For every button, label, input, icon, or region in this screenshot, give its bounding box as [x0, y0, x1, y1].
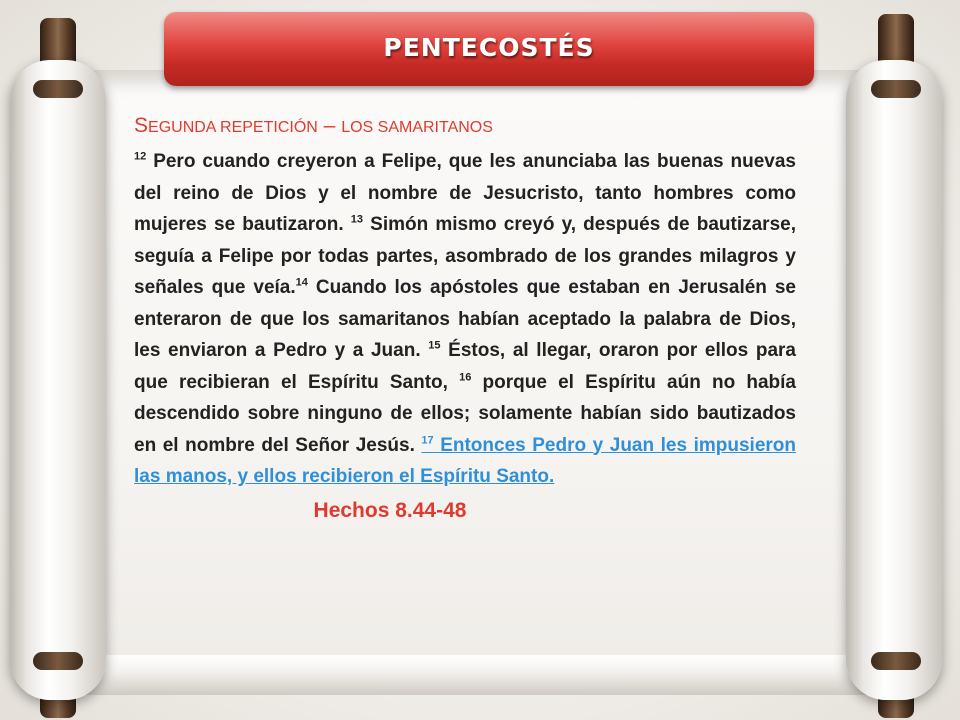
verse-number-14: 14 [295, 276, 308, 289]
left-scroll-roll [10, 60, 106, 700]
verse-number-15: 15 [428, 339, 441, 352]
left-bottom-knob-cap [33, 652, 83, 670]
slide-content [134, 115, 796, 523]
heading-subtitle: LOS SAMARITANOS [341, 119, 493, 136]
heading-rest: EGUNDA REPETICIÓN [148, 119, 318, 136]
left-top-knob-cap [33, 80, 83, 98]
heading-dash: – [317, 114, 342, 137]
title-banner [164, 12, 814, 86]
verse-14: Cuando los apóstoles que estaban en Jerusalén se enteraron de que los samaritanos habían aceptado la palabra de Dios, les enviaron a Pedro y a Juan. [134, 277, 796, 361]
right-scroll-roll [846, 60, 942, 700]
verse-number-13: 13 [350, 213, 364, 226]
scripture-passage [134, 146, 796, 493]
right-bottom-knob-cap [871, 652, 921, 670]
verse-15: Éstos, al llegar, oraron por ellos para que recibieran el Espíritu Santo, [134, 340, 796, 393]
right-top-knob-cap [871, 80, 921, 98]
scripture-reference: Hechos 8.44-48 [313, 498, 467, 522]
verse-number-17: 17 [421, 434, 434, 447]
verse-16: porque el Espíritu aún no había descendido sobre ninguno de ellos; solamente habían sido bautizados en el nombre del Señor Jesús. [134, 371, 797, 456]
verse-number-16: 16 [459, 371, 472, 384]
scroll-bottom-curl [60, 655, 900, 695]
verse-13: Simón mismo creyó y, después de bautizarse, seguía a Felipe por todas partes, asombrado de los grandes milagros y señales que veía. [134, 214, 796, 298]
page-title: PENTECOSTÉS [383, 33, 595, 62]
verse-17: Entonces Pedro y Juan les impusieron las manos, y ellos recibieron el Espíritu Santo. [134, 434, 797, 487]
verse-12: Pero cuando creyeron a Felipe, que les anunciaba las buenas nuevas del reino de Dios y el nombre de Jesucristo, tanto hombres como mujeres se bautizaron. [134, 151, 796, 235]
heading-first-letter: S [134, 114, 149, 137]
section-heading [134, 115, 796, 136]
verse-number-12: 12 [134, 150, 147, 163]
